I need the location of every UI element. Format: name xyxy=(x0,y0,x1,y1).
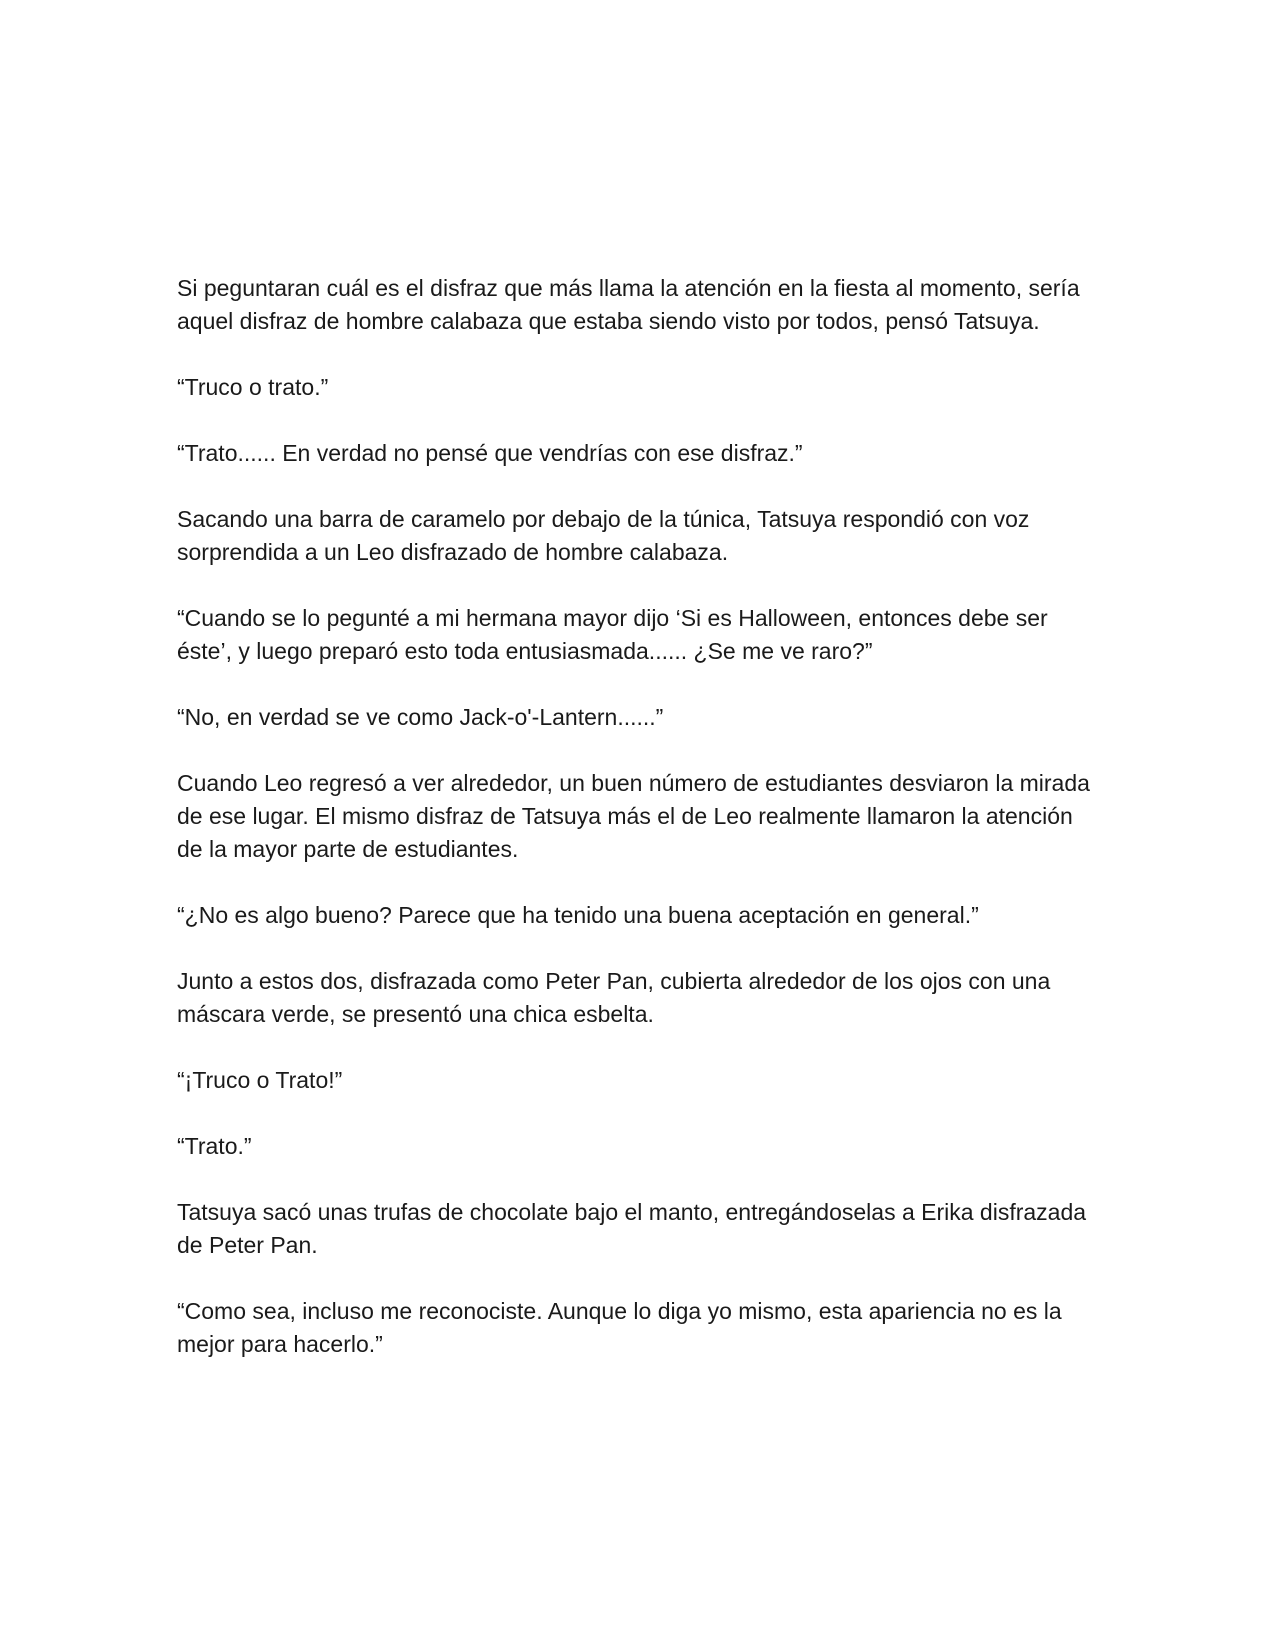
paragraph: Si peguntaran cuál es el disfraz que más llama la atención en la fiesta al momento, sería aquel disfraz de hombre calabaza que estaba siendo visto por todos, pensó Tatsuya. xyxy=(177,275,1080,334)
paragraph: Junto a estos dos, disfrazada como Peter Pan, cubierta alrededor de los ojos con una máscara verde, se presentó una chica esbelta. xyxy=(177,968,1051,1027)
paragraph: Tatsuya sacó unas trufas de chocolate bajo el manto, entregándoselas a Erika disfrazada de Peter Pan. xyxy=(177,1199,1087,1258)
paragraph: “Truco o trato.” xyxy=(177,374,329,400)
paragraph: “Trato...... En verdad no pensé que vendrías con ese disfraz.” xyxy=(177,440,803,466)
paragraph: Sacando una barra de caramelo por debajo de la túnica, Tatsuya respondió con voz sorprendida a un Leo disfrazado de hombre calabaza. xyxy=(177,506,1030,565)
paragraph: “¿No es algo bueno? Parece que ha tenido una buena aceptación en general.” xyxy=(177,902,979,928)
document-body xyxy=(177,272,1102,1394)
paragraph: “No, en verdad se ve como Jack-o'-Lantern......” xyxy=(177,704,664,730)
paragraph: “Trato.” xyxy=(177,1133,252,1159)
paragraph: “Cuando se lo pegunté a mi hermana mayor dijo ‘Si es Halloween, entonces debe ser éste’, y luego preparó esto toda entusiasmada...... ¿Se me ve raro?” xyxy=(177,605,1048,664)
paragraph: “Como sea, incluso me reconociste. Aunque lo diga yo mismo, esta apariencia no es la mejor para hacerlo.” xyxy=(177,1298,1062,1357)
paragraph: Cuando Leo regresó a ver alrededor, un buen número de estudiantes desviaron la mirada de ese lugar. El mismo disfraz de Tatsuya más el de Leo realmente llamaron la atención de la mayor parte de estudiantes. xyxy=(177,770,1090,862)
paragraph: “¡Truco o Trato!” xyxy=(177,1067,343,1093)
